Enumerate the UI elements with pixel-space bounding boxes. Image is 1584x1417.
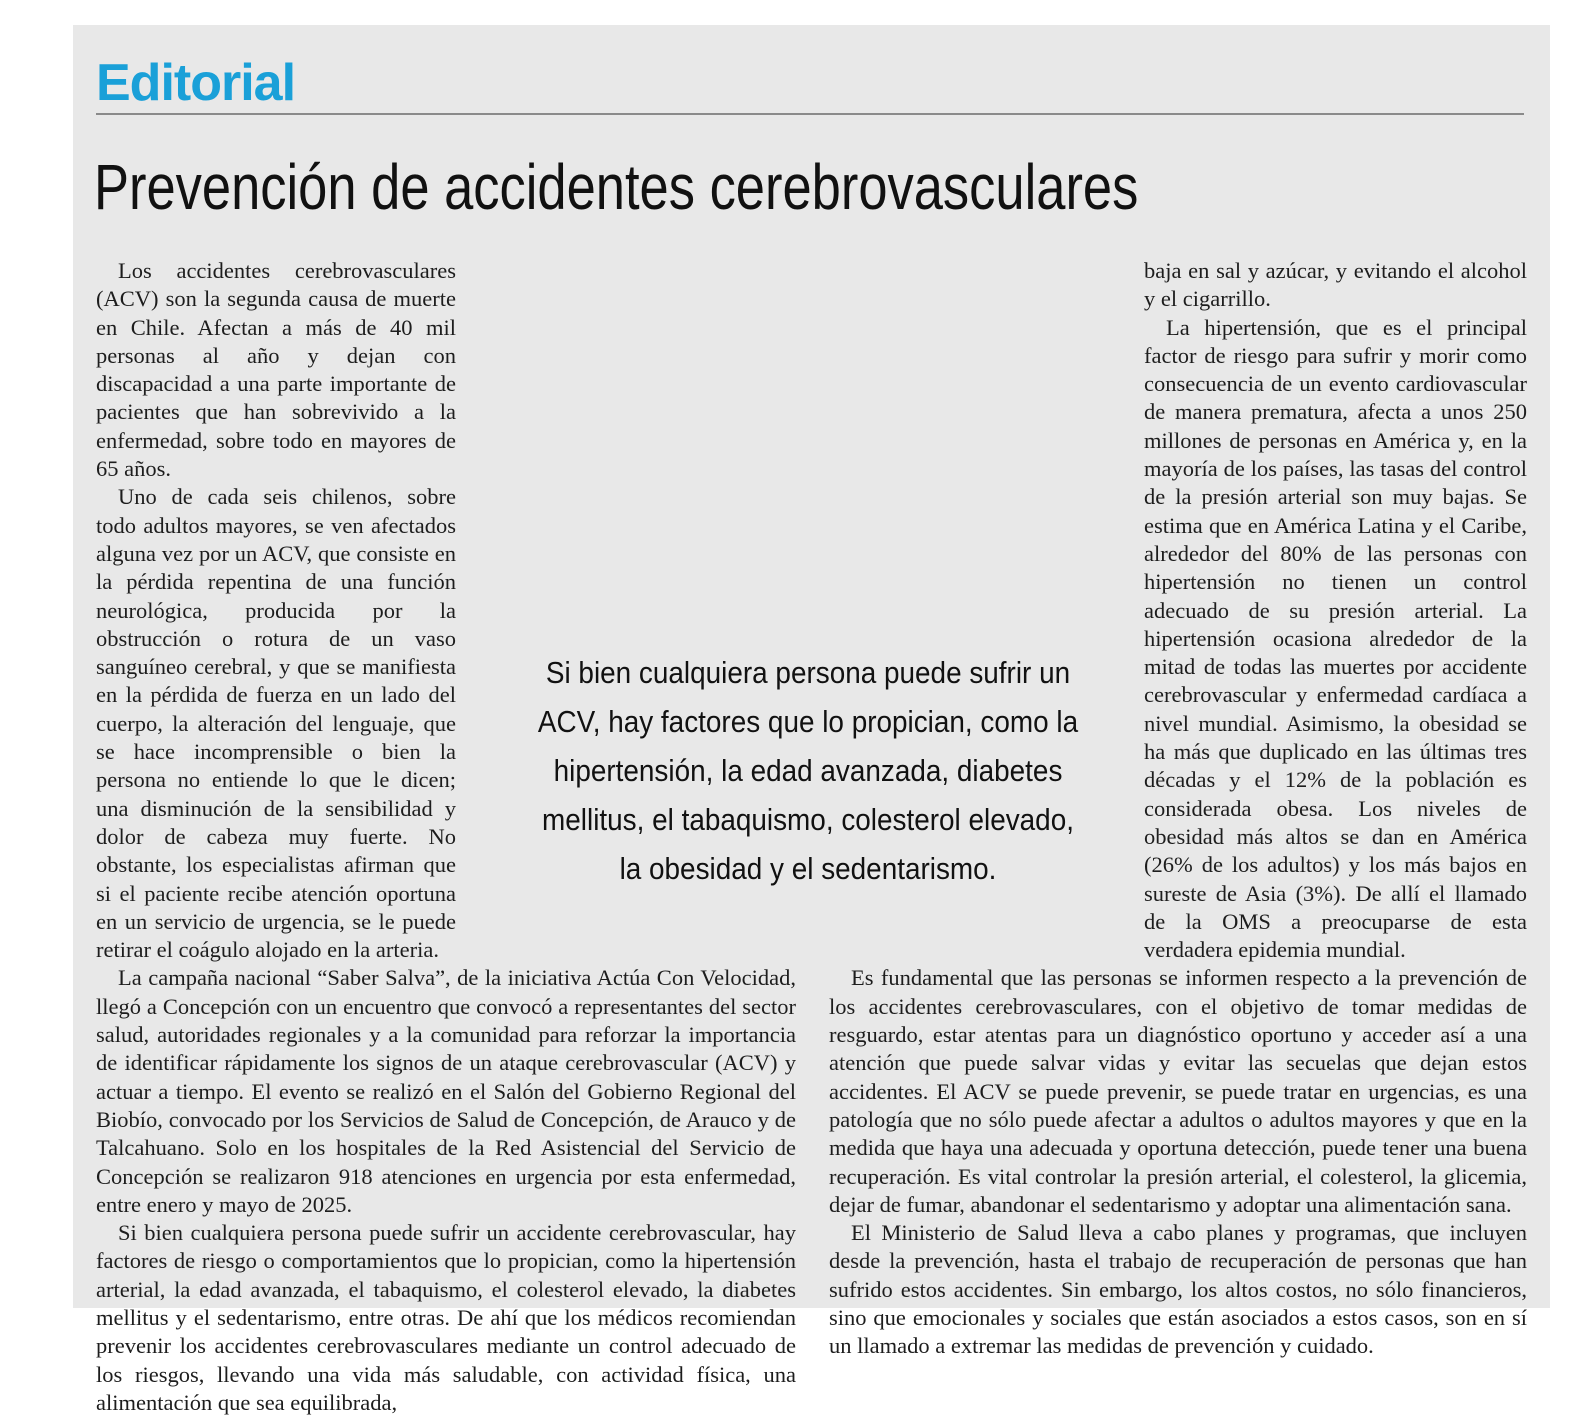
- article-paragraph: Es fundamental que las personas se informen respecto a la prevención de los accidentes cerebrovasculares, con el objetivo de tomar medidas de resguardo, estar atentas para un diagnóstico oportuno y acceder así a una atención que puede salvar vidas y evitar las secuelas que dejan estos accidentes. El ACV se puede prevenir, se puede tratar en urgencias, es una patología que no sólo puede afectar a adultos o adultos mayores y que en la medida que haya una adecuada y oportuna detección, puede tener una buena recuperación. Es vital controlar la presión arterial, el colesterol, la glicemia, dejar de fumar, abandonar el sedentarismo y adoptar una alimentación sana.: [829, 965, 1527, 1217]
- article-paragraph: Uno de cada seis chilenos, sobre todo adultos mayores, se ven afectados alguna vez por un ACV, que consiste en la pérdida repentina de una función neurológica, producida por la obstrucción o rotura de un vaso sanguíneo cerebral, y que se manifiesta en la pérdida de fuerza en un lado del cuerpo, la alteración del lenguaje, que se hace incomprensible o bien la persona no entiende lo que le dicen; una disminución de la sensibilidad y dolor de cabeza muy fuerte. No obstante, los especialistas afirman que si el paciente recibe atención oportuna en un servicio de urgencia, se le puede retirar el coágulo alojado en la arteria.: [96, 484, 456, 963]
- article-paragraph: Si bien cualquiera persona puede sufrir un accidente cerebrovascular, hay factores de riesgo o comportamientos que lo propician, como la hipertensión arterial, la edad avanzada, el tabaquismo, el colesterol elevado, la diabetes mellitus y el sedentarismo, entre otras. De ahí que los médicos recomiendan prevenir los accidentes cerebrovasculares mediante un control adecuado de los riesgos, llevando una vida más saludable, con actividad física, una alimentación que sea equilibrada,: [96, 1220, 796, 1415]
- article-paragraph: baja en sal y azúcar, y evitando el alcohol y el cigarrillo.: [1144, 258, 1527, 312]
- section-divider: [96, 113, 1524, 115]
- headline: Prevención de accidentes cerebrovasculares: [94, 151, 1139, 223]
- article-paragraph: La campaña nacional “Saber Salva”, de la iniciativa Actúa Con Velocidad, llegó a Concepción con un encuentro que convocó a representantes del sector salud, autoridades regionales y a la comunidad para reforzar la importancia de identificar rápidamente los signos de un ataque cerebrovascular (ACV) y actuar a tiempo. El evento se realizó en el Salón del Gobierno Regional del Biobío, convocado por los Servicios de Salud de Concepción, de Arauco y de Talcahuano. Solo en los hospitales de la Red Asistencial del Servicio de Concepción se realizaron 918 atenciones en urgencia por esta enfermedad, entre enero y mayo de 2025.: [96, 965, 796, 1217]
- article-paragraph: El Ministerio de Salud lleva a cabo planes y programas, que incluyen desde la prevención, hasta el trabajo de recuperación de personas que han sufrido estos accidentes. Sin embargo, los altos costos, no sólo financieros, sino que emocionales y sociales que están asociados a estos casos, son en sí un llamado a extremar las medidas de prevención y cuidado.: [829, 1220, 1527, 1359]
- article-paragraph: Los accidentes cerebrovasculares (ACV) son la segunda causa de muerte en Chile. Afectan a más de 40 mil personas al año y dejan con discapacidad a una parte importante de pacientes que han sobrevivido a la enfermedad, sobre todo en mayores de 65 años.: [96, 258, 456, 482]
- section-label: Editorial: [96, 54, 296, 112]
- pullquote: Si bien cualquiera persona puede sufrir un ACV, hay factores que lo propician, como la hipertensión, la edad avanzada, diabetes mellitus, el tabaquismo, colesterol elevado, la obesidad y el sedentarismo.: [537, 655, 1079, 886]
- article-paragraph: La hipertensión, que es el principal factor de riesgo para sufrir y morir como consecuencia de un evento cardiovascular de manera prematura, afecta a unos 250 millones de personas en América y, en la mayoría de los países, las tasas del control de la presión arterial son muy bajas. Se estima que en América Latina y el Caribe, alrededor del 80% de las personas con hipertensión no tienen un control adecuado de su presión arterial. La hipertensión ocasiona alrededor de la mitad de todas las muertes por accidente cerebrovascular y enfermedad cardíaca a nivel mundial. Asimismo, la obesidad se ha más que duplicado en las últimas tres décadas y el 12% de la población es considerada obesa. Los niveles de obesidad más altos se dan en América (26% de los adultos) y los más bajos en sureste de Asia (3%). De allí el llamado de la OMS a preocuparse de esta verdadera epidemia mundial.: [1144, 314, 1527, 963]
